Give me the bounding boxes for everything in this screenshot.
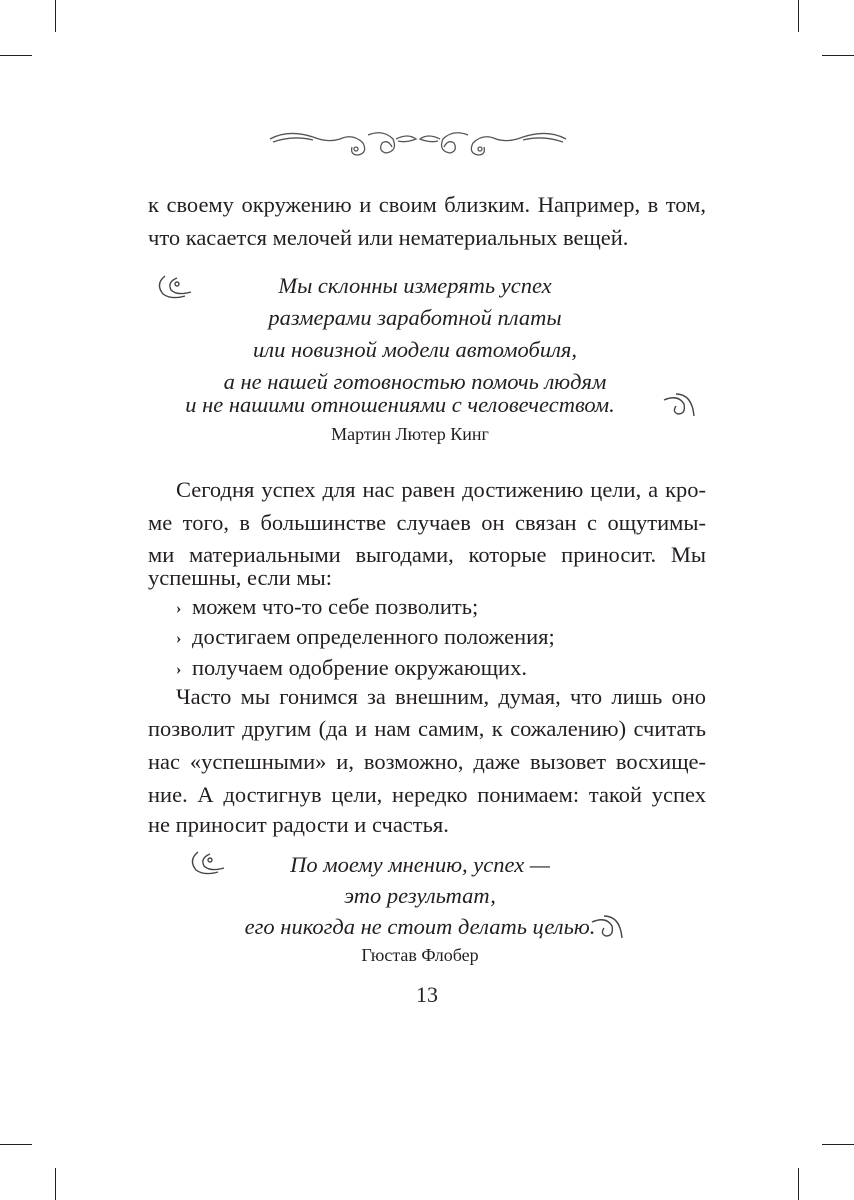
open-quote-swirl-icon (188, 850, 226, 876)
header-ornament-icon (268, 125, 568, 165)
quote-line: или новизной модели автомобиля, (253, 337, 577, 362)
bullet-text: можем что-то себе позволить; (192, 594, 479, 619)
body-text-line: Сегодня успех для нас равен достижению цели, а кро- (176, 477, 706, 502)
close-quote-swirl-icon (662, 392, 698, 418)
close-quote-swirl-icon (590, 914, 626, 940)
quote-line: а не нашей готовностью помочь людям (223, 369, 607, 394)
body-text-line: ми материальными выгодами, которые приносит. Мы (148, 542, 706, 567)
bullet-item (148, 653, 706, 685)
quote-line: его никогда не стоит делать целью. (244, 914, 596, 939)
crop-mark (798, 1168, 799, 1200)
crop-mark (798, 0, 799, 32)
bullet-item (148, 622, 706, 654)
body-text-line: что касается мелочей или нематериальных вещей. (148, 225, 629, 250)
quote-line: и не нашими отношениями с человечеством. (185, 392, 615, 417)
body-text-line: нас «успешными» и, возможно, даже вызовет восхище- (148, 749, 706, 774)
body-text-line: ние. А достигнув цели, нередко понимаем: такой успех (148, 782, 706, 807)
crop-mark (822, 1144, 854, 1145)
crop-mark (55, 1168, 56, 1200)
bullet-chevron-icon: › (176, 600, 182, 617)
crop-mark (0, 55, 32, 56)
bullet-chevron-icon: › (176, 661, 182, 678)
bullet-item (148, 592, 706, 624)
body-text-line: Часто мы гонимся за внешним, думая, что лишь оно (176, 684, 706, 709)
crop-mark (55, 0, 56, 32)
quote-line: Мы склонны измерять успех (278, 273, 552, 298)
crop-mark (822, 55, 854, 56)
bullet-text: получаем одобрение окружающих. (192, 655, 527, 680)
body-text-line: к своему окружению и своим близким. Например, в том, (148, 192, 706, 217)
body-text-line: позволит другим (да и нам самим, к сожалению) считать (148, 716, 706, 741)
quote-line: По моему мнению, успех — (290, 852, 550, 877)
bullet-text: достигаем определенного положения; (192, 624, 555, 649)
body-text-line: успешны, если мы: (148, 565, 333, 590)
page-number: 13 (416, 982, 438, 1007)
body-text-line: ме того, в большинстве случаев он связан с ощутимы- (148, 510, 706, 535)
quote-author: Гюстав Флобер (361, 945, 479, 965)
crop-mark (0, 1144, 32, 1145)
quote-author: Мартин Лютер Кинг (331, 424, 489, 444)
bullet-chevron-icon: › (176, 630, 182, 647)
quote-line: размерами заработной платы (268, 305, 562, 330)
quote-line: это результат, (344, 883, 496, 908)
body-text-line: не приносит радости и счастья. (148, 812, 449, 837)
